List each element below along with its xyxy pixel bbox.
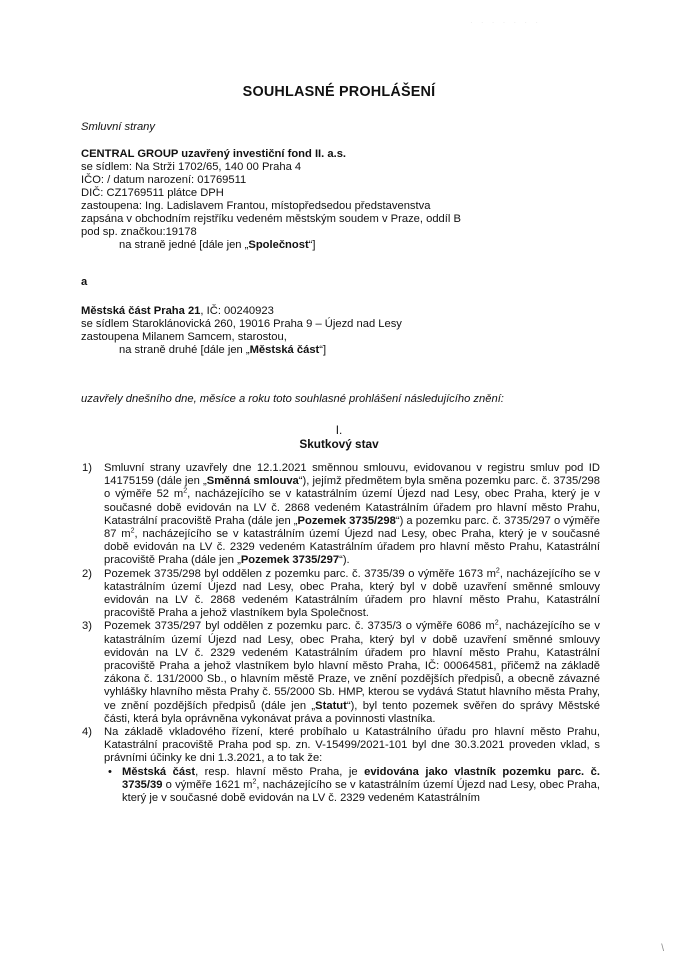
party2-heading [81, 305, 593, 318]
numbered-list [82, 462, 600, 805]
party1-side-pre: na straně jedné [dále jen „ [119, 239, 249, 251]
party1-rep-value: Ing. Ladislavem Frantou, místopředsedou představenstva [145, 200, 431, 212]
party2-side-post: “] [319, 344, 327, 356]
party2-block [81, 305, 593, 357]
party1-seat: se sídlem: Na Strži 1702/65, 140 00 Praha 4 [81, 161, 302, 173]
list-item: 3) Pozemek 3735/297 byl oddělen z pozemku parc. č. 3735/3 o výměře 6086 $m^2$, nacházejícího se v katastrálním území Újezd nad Lesy, obec Praha, který byl v době uzavření směnné smlouvy evidován na LV č. 2329 vedeném Katastrálním úřadem pro hlavní město Prahu, Katastrální pracoviště Praha a jehož vlastníkem bylo hlavní město Praha, IČ: 00064581, přičemž na základě zákona č. 131/2000 Sb., o hlavním městě Praze, ve znění pozdějších předpisů, a obecně závazné vyhlášky hlavního města Prahy č. 55/2000 Sb. HMP, kterou se vydává Statut hlavního města Prahy, ve znění pozdějších předpisů (dále jen „Statut“), byl tento pozemek svěřen do správy Městské části, která byla oprávněna vykonávat práva a povinnosti vlastníka. [82, 619, 600, 725]
section-number: I. [335, 423, 343, 437]
party1-side-bold: Společnost [248, 239, 309, 251]
list-item: 2) Pozemek 3735/298 byl oddělen z pozemku parc. č. 3735/39 o výměře 1673 $m^2$, nacházejícího se v katastrálním území Újezd nad Lesy, obec Praha, který byl v době uzavření směnné smlouvy evidován na LV č. 2868 vedeném Katastrálním úřadem pro hlavní město Prahu, Katastrální pracoviště Praha a jehož vlastníkem byla Společnost. [82, 566, 600, 620]
sub-list [104, 766, 600, 806]
scan-artifact: · · · · · · · [470, 18, 541, 27]
party1-rep-label: zastoupena: [81, 200, 142, 212]
party2-side-bold: Městská část [249, 344, 320, 356]
party2-designation [81, 344, 593, 357]
party1-file-number: pod sp. značkou:19178 [81, 226, 197, 238]
party1-registry: zapsána v obchodním rejstříku vedeném městským soudem v Praze, oddíl B [81, 213, 461, 225]
bullet-icon: • [108, 765, 112, 778]
document-title: SOUHLASNÉ PROHLÁŠENÍ [242, 84, 436, 100]
party1-side-post: “] [308, 239, 316, 251]
party1-dic: DIČ: CZ1769511 plátce DPH [81, 187, 224, 199]
intro-sentence: uzavřely dnešního dne, měsíce a roku toto souhlasné prohlášení následujícího znění: [81, 393, 504, 405]
party2-seat: se sídlem Staroklánovická 260, 19016 Praha 9 – Újezd nad Lesy [81, 318, 402, 330]
parties-label: Smluvní strany [81, 121, 155, 133]
section-title: Skutkový stav [299, 437, 379, 451]
item-number: 2) [82, 567, 92, 580]
party2-ico: , IČ: 00240923 [200, 305, 274, 317]
party2-side-pre: na straně druhé [dále jen „ [119, 344, 250, 356]
list-item: 4) Na základě vkladového řízení, které probíhalo u Katastrálního úřadu pro hlavní město Prahu, Katastrální pracoviště Praha pod sp. zn. V-15499/2021-101 byl dne 30.3.2021 proveden vklad, s právními účinky ke dni 1.3.2021, a to tak že: • Městská část, resp. hlavní město Praha, je evidována jako vlastník pozemku parc. č. 3735/39 o výměře 1621 $m^2$, nacházejícího se v katastrálním území Újezd nad Lesy, obec Praha, který je v současné době evidován na LV č. 2329 vedeném Katastrálním [82, 726, 600, 805]
item-number: 1) [82, 462, 92, 474]
party1-representation [81, 200, 593, 213]
party2-name: Městská část Praha 21 [81, 305, 201, 317]
party2-representation: zastoupena Milanem Samcem, starostou, [81, 331, 287, 343]
party1-block [81, 148, 593, 252]
list-item: 1) Smluvní strany uzavřely dne 12.1.2021 směnnou smlouvu, evidovanou v registru smluv pod ID 14175159 (dále jen „Směnná smlouva“), jejímž předmětem byla směna pozemku parc. č. 3735/298 o výměře 52 $m^2$, nacházejícího se v katastrálním území Újezd nad Lesy, obec Praha, který je v současné době evidován na LV č. 2868 vedeném Katastrálním úřadem pro hlavní město Prahu, Katastrální pracoviště Praha (dále jen „Pozemek 3735/298“) a pozemku parc. č. 3735/297 o výměře 87 $m^2$, nacházejícího se v katastrálním území Újezd nad Lesy, obec Praha, který je v současné době evidován na LV č. 2329 vedeném Katastrálním úřadem pro hlavní město Prahu, Katastrální pracoviště Praha (dále jen „Pozemek 3735/297“). [82, 462, 600, 567]
sub-list-item: • Městská část, resp. hlavní město Praha, je evidována jako vlastník pozemku parc. č. 3735/39 o výměře 1621 $m^2$, nacházejícího se v katastrálním území Újezd nad Lesy, obec Praha, který je v současné době evidován na LV č. 2329 vedeném Katastrálním [108, 765, 600, 805]
item-number: 3) [82, 620, 92, 633]
conjunction: a [81, 276, 88, 288]
party1-designation [81, 239, 593, 252]
page-corner-mark: \ [661, 943, 664, 954]
party1-ico: IČO: / datum narození: 01769511 [81, 174, 247, 186]
item-number: 4) [82, 726, 92, 739]
party1-name: CENTRAL GROUP uzavřený investiční fond II. a.s. [81, 148, 347, 160]
